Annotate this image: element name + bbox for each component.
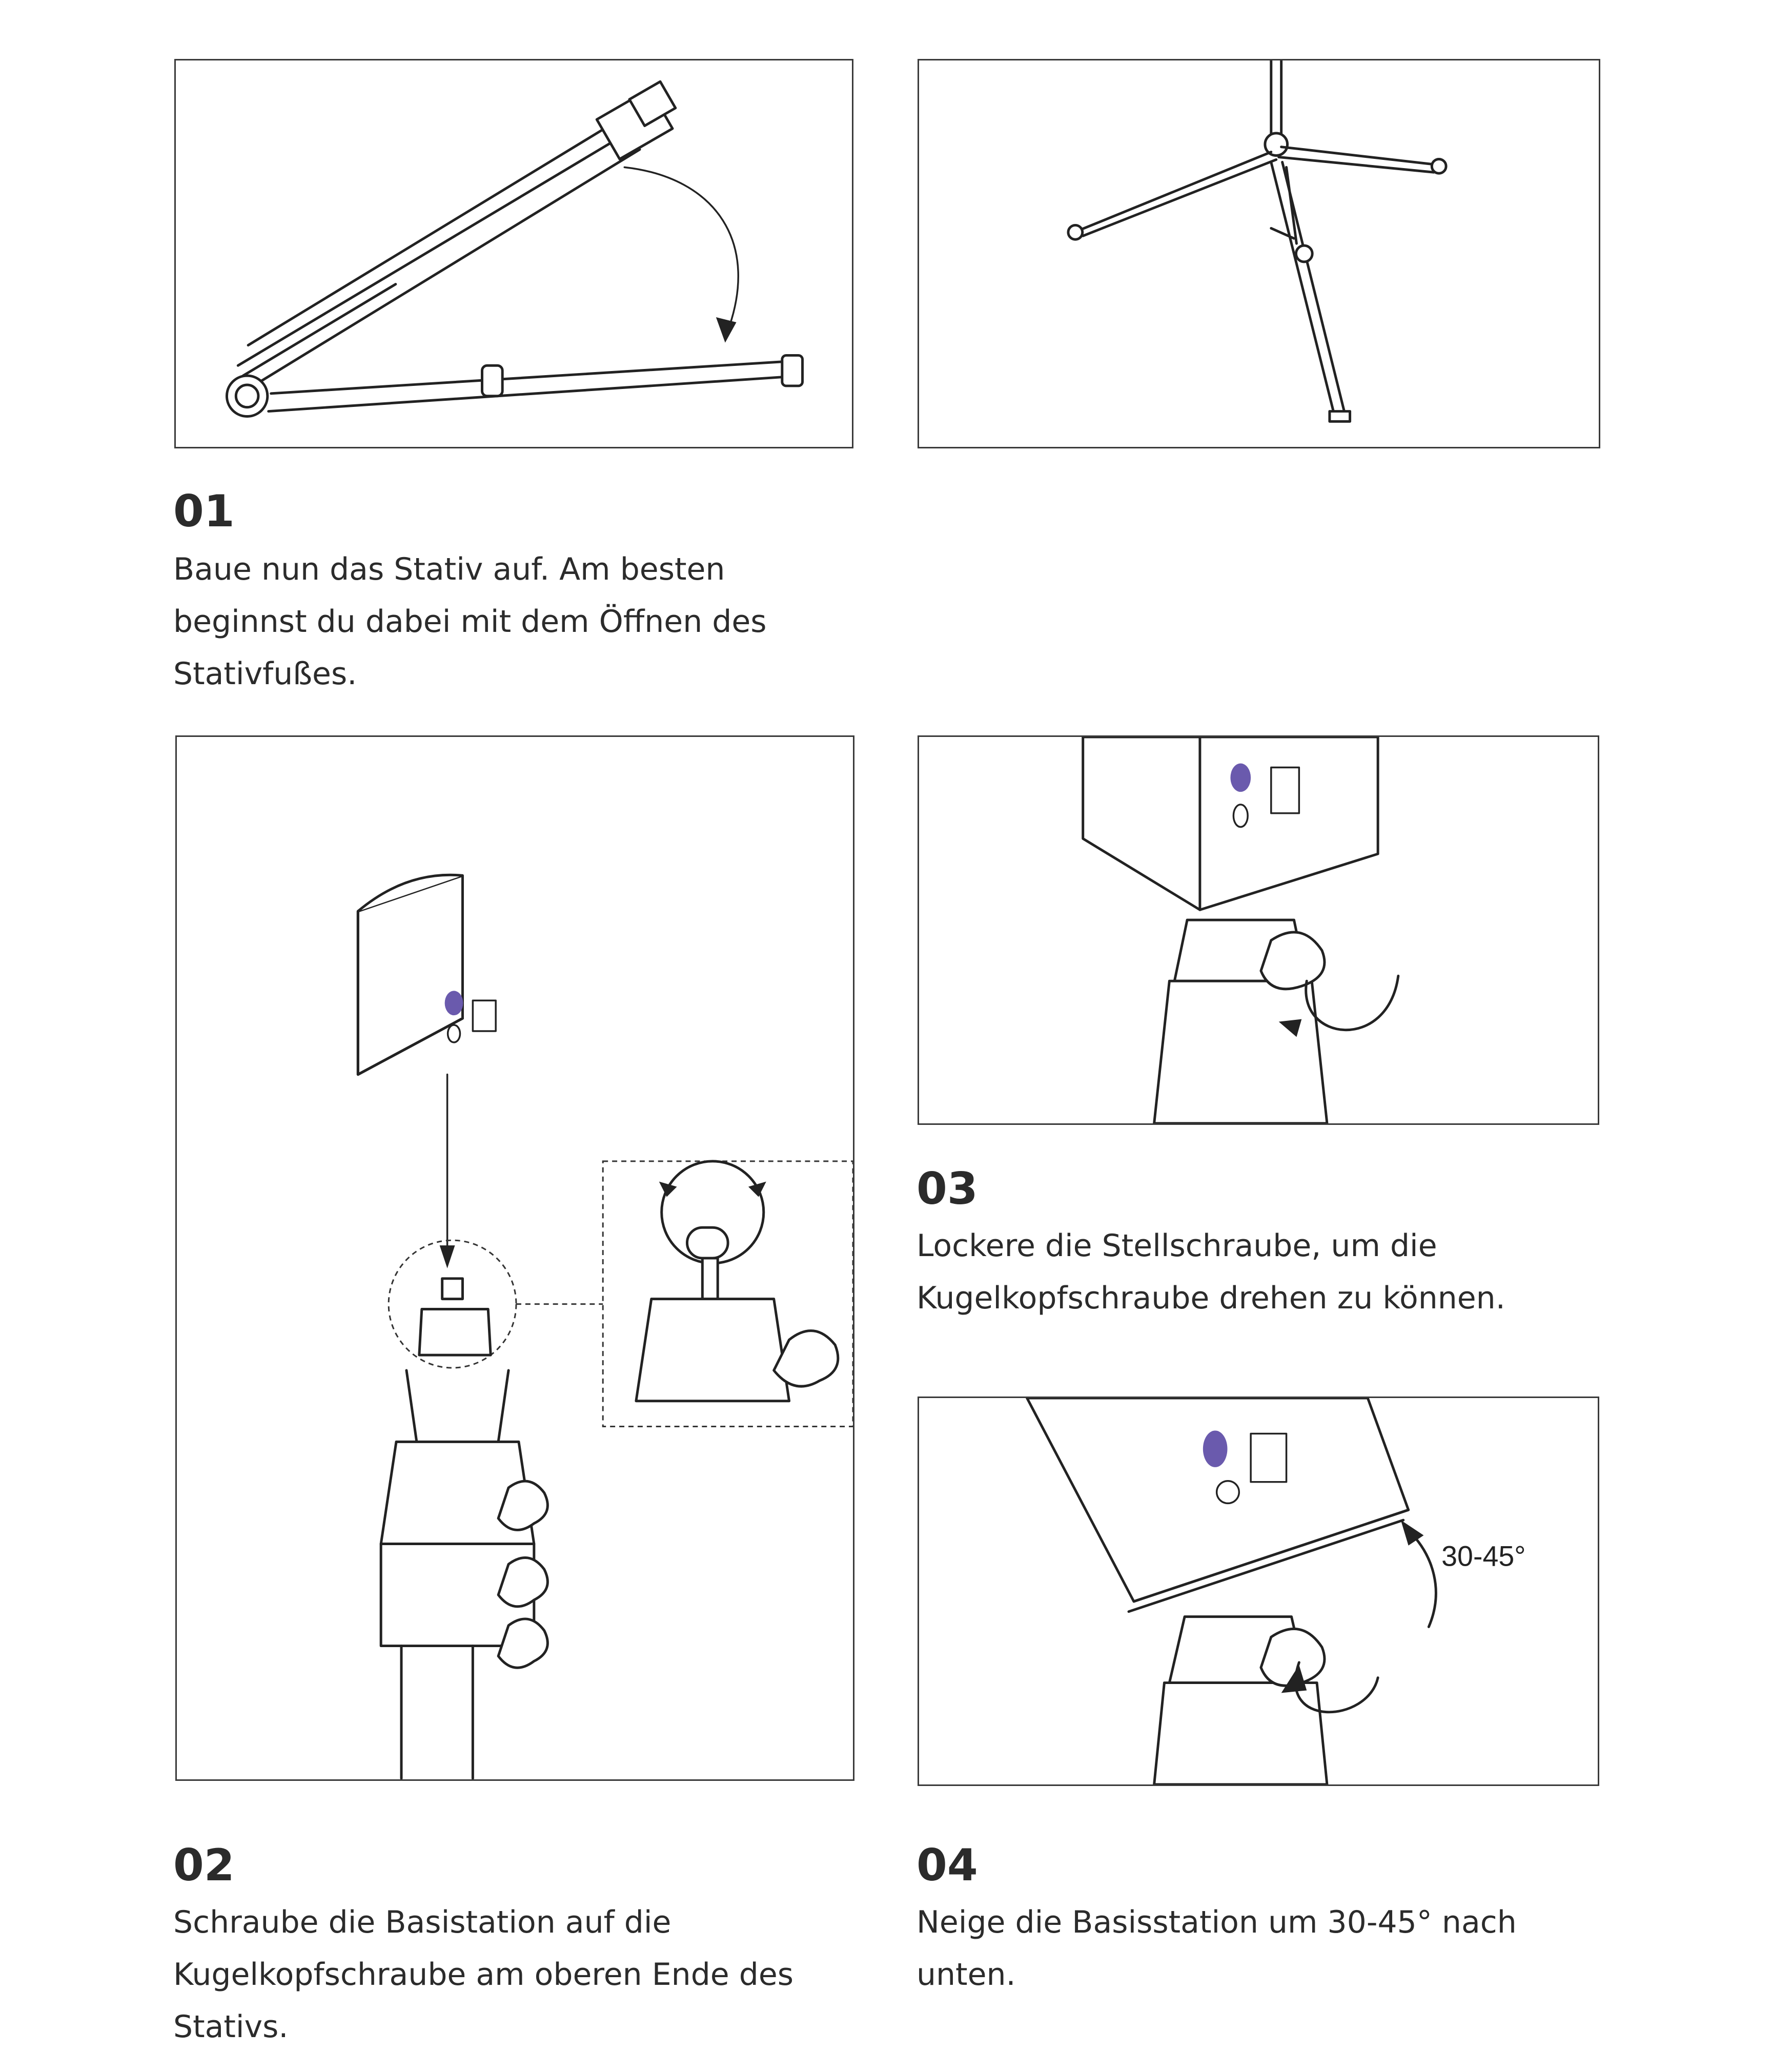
step-number-03: 03: [917, 1163, 978, 1215]
step-text-line: beginnst du dabei mit dem Öffnen des: [173, 604, 767, 640]
tilt-base-station-drawing: [919, 1398, 1598, 1784]
step-text-line: Neige die Basisstation um 30-45° nach: [917, 1904, 1517, 1940]
step-text-line: Kugelkopfschraube am oberen Ende des: [173, 1957, 794, 1993]
loosen-screw-drawing: [919, 737, 1598, 1123]
sensor-dot-icon: [445, 991, 463, 1015]
illustration-loosen-screw: [918, 735, 1599, 1125]
step-text-line: Lockere die Stellschraube, um die: [917, 1228, 1437, 1264]
sensor-dot-icon: [1230, 764, 1251, 792]
step-number-04: 04: [917, 1840, 978, 1891]
tilt-angle-label: 30-45°: [1441, 1540, 1526, 1572]
tripod-standing-drawing: [919, 60, 1599, 447]
step-text-line: Schraube die Basistation auf die: [173, 1904, 671, 1940]
step-number-01: 01: [173, 486, 235, 537]
step-text-line: unten.: [917, 1957, 1016, 1993]
step-text-line: Kugelkopfschraube drehen zu können.: [917, 1280, 1505, 1316]
step-number-02: 02: [173, 1840, 235, 1891]
tripod-folded-drawing: [176, 60, 852, 447]
illustration-tripod-folded: [174, 59, 853, 448]
step-text-line: Stativfußes.: [173, 656, 357, 692]
sensor-dot-icon: [1203, 1430, 1228, 1467]
step-text-03: [917, 1220, 1583, 1324]
illustration-tilt-base-station: [918, 1397, 1599, 1786]
step-text-line: Stativs.: [173, 2009, 289, 2045]
mount-base-station-drawing: [177, 737, 853, 1779]
illustration-tripod-standing: [918, 59, 1600, 448]
step-text-02: [173, 1896, 840, 2053]
illustration-mount-base-station: [175, 735, 854, 1781]
step-text-01: [173, 543, 840, 700]
step-text-line: Baue nun das Stativ auf. Am besten: [173, 551, 725, 587]
step-text-04: [917, 1896, 1583, 2001]
